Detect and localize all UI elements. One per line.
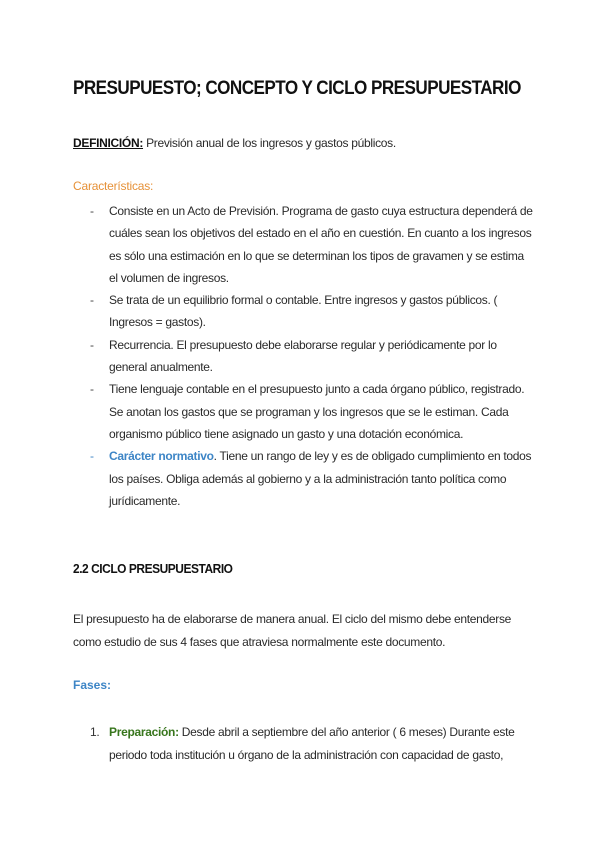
definition-line: [73, 136, 396, 150]
list-item-text: Recurrencia. El presupuesto debe elaborarse regular y periódicamente por lo general anualmente.: [109, 337, 497, 375]
phase-text: Desde abril a septiembre del año anterior ( 6 meses) Durante este periodo toda institución u órgano de la administración con capacidad de gasto,: [109, 725, 515, 762]
list-item-text: Consiste en un Acto de Previsión. Programa de gasto cuya estructura dependerá de cuáles sean los objetivos del estado en el año en cuestión. En cuanto a los ingresos es sólo una estimación en lo que se determinan los tipos de gravamen y se estima el volumen de ingresos.: [109, 204, 533, 285]
section-heading: 2.2 CICLO PRESUPUESTARIO: [73, 561, 233, 576]
phase-number: 1.: [90, 725, 100, 739]
dash-bullet: -: [90, 204, 94, 218]
list-item: [90, 378, 535, 445]
list-item: [90, 289, 535, 334]
list-item-text: Se trata de un equilibrio formal o contable. Entre ingresos y gastos públicos. ( Ingresos = gastos).: [109, 293, 498, 330]
definition-label: DEFINICIÓN:: [73, 136, 144, 150]
list-item-strong: Carácter normativo: [109, 449, 214, 464]
dash-bullet: -: [90, 337, 94, 352]
phases-heading: Fases:: [73, 678, 112, 692]
characteristics-heading: Características:: [73, 179, 154, 193]
phase-name: Preparación:: [109, 725, 179, 739]
characteristics-list: [90, 200, 535, 512]
dash-bullet: -: [90, 449, 94, 464]
definition-text: Previsión anual de los ingresos y gastos públicos.: [143, 136, 396, 150]
dash-bullet: -: [90, 293, 94, 308]
list-item-text: . Tiene un rango de ley y es de obligado cumplimiento en todos los países. Obliga además al gobierno y a la administración tanto política como jurídicamente.: [109, 449, 532, 508]
dash-bullet: -: [90, 382, 94, 397]
document-title: PRESUPUESTO; CONCEPTO Y CICLO PRESUPUESTARIO: [73, 78, 521, 99]
list-item-highlighted: [90, 445, 535, 512]
list-item: [90, 200, 535, 289]
section-paragraph: El presupuesto ha de elaborarse de manera anual. El ciclo del mismo debe entenderse como estudio de sus 4 fases que atraviesa normalmente este documento.: [73, 612, 512, 649]
phase-item: [90, 721, 535, 766]
list-item: [90, 334, 535, 379]
list-item-text: Tiene lenguaje contable en el presupuesto junto a cada órgano público, registrado. Se anotan los gastos que se programan y los ingresos que se le estiman. Cada organismo público tiene asignado un gasto y una dotación económica.: [109, 382, 525, 441]
phases-list: [90, 721, 535, 766]
